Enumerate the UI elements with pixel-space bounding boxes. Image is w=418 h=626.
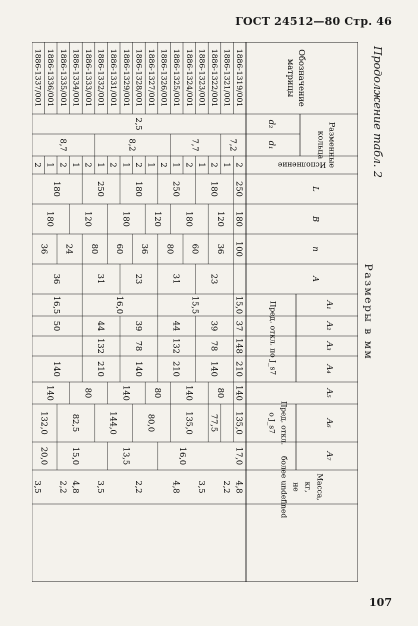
row-execution: 2 — [33, 162, 44, 168]
merged-A6: 80,0 — [146, 413, 157, 433]
row-execution: 2 — [133, 162, 144, 168]
merged-n: 60 — [190, 243, 201, 255]
header-tolerance: Пред. откл. — [279, 401, 289, 445]
header-B: B — [311, 215, 321, 223]
header-A2: A₂ — [325, 321, 335, 331]
row-A2: 37 — [234, 320, 245, 332]
merged-n: 80 — [89, 243, 100, 255]
row-A1: 15,0 — [234, 295, 245, 315]
header-mass: Масса, — [315, 473, 325, 501]
row-designation: 1886-1319/001 — [235, 48, 245, 108]
header-A6: A₆ — [325, 418, 335, 428]
merged-B: 180 — [184, 211, 195, 227]
merged-A4: 140 — [209, 361, 220, 377]
merged-n: 36 — [140, 243, 151, 255]
row-execution: 2 — [234, 162, 245, 168]
row-mass: 4,8 — [171, 480, 182, 494]
header-mass: кг, — [303, 481, 313, 493]
header-rings: Разменные — [327, 121, 337, 169]
merged-n: 60 — [115, 243, 125, 255]
row-mass: 3,5 — [33, 480, 44, 494]
row-execution: 1 — [171, 162, 182, 168]
header-d2: d₂ — [267, 119, 277, 129]
row-execution: 1 — [146, 162, 157, 168]
merged-A3: 78 — [133, 340, 144, 352]
merged-A1: 16,0 — [115, 295, 125, 315]
row-execution: 2 — [83, 162, 94, 168]
row-execution: 1 — [121, 162, 132, 168]
row-execution: 1 — [96, 162, 107, 168]
row-A5: 140 — [234, 385, 245, 401]
merged-n: 36 — [215, 243, 226, 255]
row-designation: 1886-1329/001 — [121, 48, 131, 108]
row-A4: 210 — [234, 361, 245, 377]
merged-B: 180 — [45, 211, 56, 227]
row-designation: 1886-1336/001 — [46, 48, 56, 108]
merged-A2: 50 — [52, 320, 62, 332]
merged-A2: 44 — [171, 320, 182, 332]
row-designation: 1886-1332/001 — [96, 48, 106, 108]
merged-A5: 140 — [45, 385, 56, 401]
merged-A4: 210 — [171, 361, 182, 377]
row-A6: 77,5 — [209, 413, 220, 433]
header-A1: A₁ — [325, 300, 335, 310]
merged-A6: 82,5 — [70, 413, 81, 433]
merged-d1: 8,2 — [127, 138, 138, 152]
merged-A5: 140 — [121, 385, 132, 401]
row-designation: 1886-1337/001 — [33, 48, 43, 108]
merged-n: 24 — [64, 243, 75, 255]
row-mass: 4,8 — [234, 480, 245, 494]
merged-B: 120 — [152, 211, 163, 227]
row-A7: 17,0 — [234, 446, 245, 466]
header-A: A — [311, 276, 321, 282]
header-A4: A₄ — [325, 364, 335, 374]
merged-A2: 39 — [133, 320, 144, 332]
row-designation: 1886-1325/001 — [172, 48, 182, 108]
merged-d1: 7,7 — [190, 138, 201, 152]
merged-A5: 140 — [184, 385, 195, 401]
merged-n: 36 — [39, 243, 50, 255]
row-designation: 1886-1328/001 — [134, 48, 144, 108]
merged-B: 180 — [121, 211, 132, 227]
row-execution: 1 — [196, 162, 207, 168]
dimensions-table — [28, 42, 358, 582]
merged-A7: 13,5 — [121, 446, 132, 466]
row-execution: 2 — [58, 162, 69, 168]
merged-A1: 15,5 — [190, 295, 201, 315]
merged-A7: 15,0 — [70, 446, 81, 466]
merged-A2: 39 — [209, 320, 220, 332]
row-designation: 1886-1323/001 — [197, 48, 207, 108]
merged-L: 180 — [209, 181, 220, 197]
row-mass: 4,8 — [70, 480, 81, 494]
row-B: 180 — [234, 211, 245, 227]
merged-A5: 80 — [215, 387, 226, 399]
table-title: Размеры в мм — [362, 263, 374, 361]
header-A5: A₅ — [325, 388, 335, 398]
row-mass: 3,5 — [96, 480, 107, 494]
merged-A6: 132,0 — [39, 411, 50, 435]
header-tolerance: Пред. откл. по J_s7 — [268, 300, 278, 376]
row-execution: 2 — [184, 162, 195, 168]
merged-A4: 140 — [52, 361, 62, 377]
header-execution: Исполнение — [277, 160, 327, 170]
merged-A4: 210 — [96, 361, 107, 377]
merged-A: 23 — [209, 273, 220, 285]
row-execution: 2 — [108, 162, 119, 168]
row-designation: 1886-1321/001 — [222, 48, 232, 108]
merged-L: 180 — [133, 181, 144, 197]
header-A3: A₃ — [325, 341, 335, 351]
merged-A3: 78 — [209, 340, 220, 352]
header-mass: не — [291, 482, 301, 492]
merged-A7: 16,0 — [178, 446, 188, 466]
row-designation: 1886-1326/001 — [159, 48, 169, 108]
rotated-table-block — [28, 42, 384, 582]
row-mass: 2,2 — [222, 480, 233, 494]
header-A7: A₇ — [325, 451, 335, 461]
header-rings: кольца — [316, 130, 326, 160]
row-designation: 1886-1333/001 — [84, 48, 93, 108]
merged-L: 250 — [96, 181, 107, 197]
header-n: n — [311, 246, 321, 252]
row-designation: 1886-1335/001 — [58, 48, 68, 108]
row-designation: 1886-1327/001 — [147, 48, 156, 108]
merged-d2: 2,5 — [133, 117, 144, 131]
merged-d1: 8,7 — [58, 138, 69, 152]
merged-A: 36 — [52, 273, 62, 285]
row-mass: 2,2 — [133, 480, 144, 494]
merged-A: 31 — [96, 273, 107, 285]
merged-A6: 144,0 — [108, 411, 119, 435]
header-L: L — [311, 186, 321, 192]
merged-L: 180 — [52, 181, 62, 197]
merged-A7: 20,0 — [39, 446, 50, 466]
dimensions-table-grid — [32, 42, 358, 582]
merged-A4: 140 — [133, 361, 144, 377]
row-n: 100 — [234, 241, 245, 257]
row-A3: 148 — [234, 338, 245, 354]
header-designation: Обозначение — [297, 49, 307, 107]
continuation-label: Продолжение табл. 2 — [371, 46, 384, 178]
merged-d1: 7,2 — [228, 138, 239, 152]
row-L: 250 — [234, 181, 245, 197]
merged-B: 120 — [83, 211, 94, 227]
row-designation: 1886-1322/001 — [210, 48, 219, 108]
header-d1: d₁ — [267, 140, 277, 150]
merged-B: 120 — [215, 211, 226, 227]
header-tolerance: о J_s7 — [267, 412, 277, 434]
row-A6: 135,0 — [234, 411, 245, 435]
merged-A1: 16,5 — [52, 295, 62, 315]
merged-A3: 132 — [96, 338, 107, 354]
header-designation: матрицы — [286, 58, 296, 98]
row-designation: 1886-1324/001 — [184, 48, 194, 108]
merged-A6: 135,0 — [184, 411, 195, 435]
merged-n: 80 — [165, 243, 176, 255]
row-designation: 1886-1331/001 — [109, 48, 119, 108]
row-mass: 2,2 — [58, 480, 69, 494]
row-execution: 2 — [159, 162, 170, 168]
merged-A3: 132 — [171, 338, 182, 354]
page-number: 107 — [369, 596, 392, 609]
merged-A5: 80 — [152, 387, 163, 399]
merged-A2: 44 — [96, 320, 107, 332]
row-execution: 2 — [209, 162, 220, 168]
row-execution: 1 — [222, 162, 233, 168]
merged-L: 250 — [171, 181, 182, 197]
row-execution: 1 — [45, 162, 56, 168]
page-header: ГОСТ 24512—80 Стр. 46 — [235, 15, 392, 28]
header-mass: более undefined — [279, 455, 289, 519]
row-mass: 3,5 — [196, 480, 207, 494]
merged-A: 23 — [133, 273, 144, 285]
merged-A: 31 — [171, 273, 182, 285]
merged-A5: 80 — [83, 387, 94, 399]
row-designation: 1886-1334/001 — [71, 48, 81, 108]
row-execution: 1 — [70, 162, 81, 168]
